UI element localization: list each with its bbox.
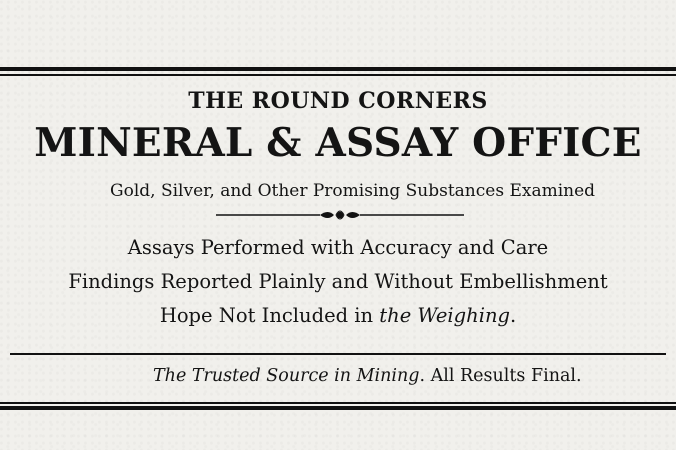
bottom-border-thin: [0, 402, 676, 404]
top-border-thin: [0, 74, 676, 76]
footer-tagline: [153, 366, 623, 386]
office-title: MINERAL & ASSAY OFFICE: [34, 120, 642, 166]
office-kicker: THE ROUND CORNERS: [188, 88, 488, 114]
top-border-thick: [0, 67, 676, 71]
motto-hope-italic: the Weighing: [379, 304, 510, 327]
motto-hope-prefix: Hope Not Included in: [159, 304, 380, 327]
office-subtitle: Gold, Silver, and Other Promising Substances Examined: [110, 181, 596, 201]
bottom-border-thick: [0, 406, 676, 410]
flourish-divider-icon: [216, 206, 464, 224]
motto-hope: [0, 304, 676, 327]
motto-findings: Findings Reported Plainly and Without Embellishment: [68, 270, 608, 293]
footer-plain: . All Results Final.: [419, 366, 582, 386]
middle-divider: [10, 353, 666, 355]
motto-accuracy: Assays Performed with Accuracy and Care: [127, 236, 549, 259]
motto-hope-suffix: .: [509, 304, 517, 327]
footer-italic: The Trusted Source in Mining: [153, 366, 420, 386]
